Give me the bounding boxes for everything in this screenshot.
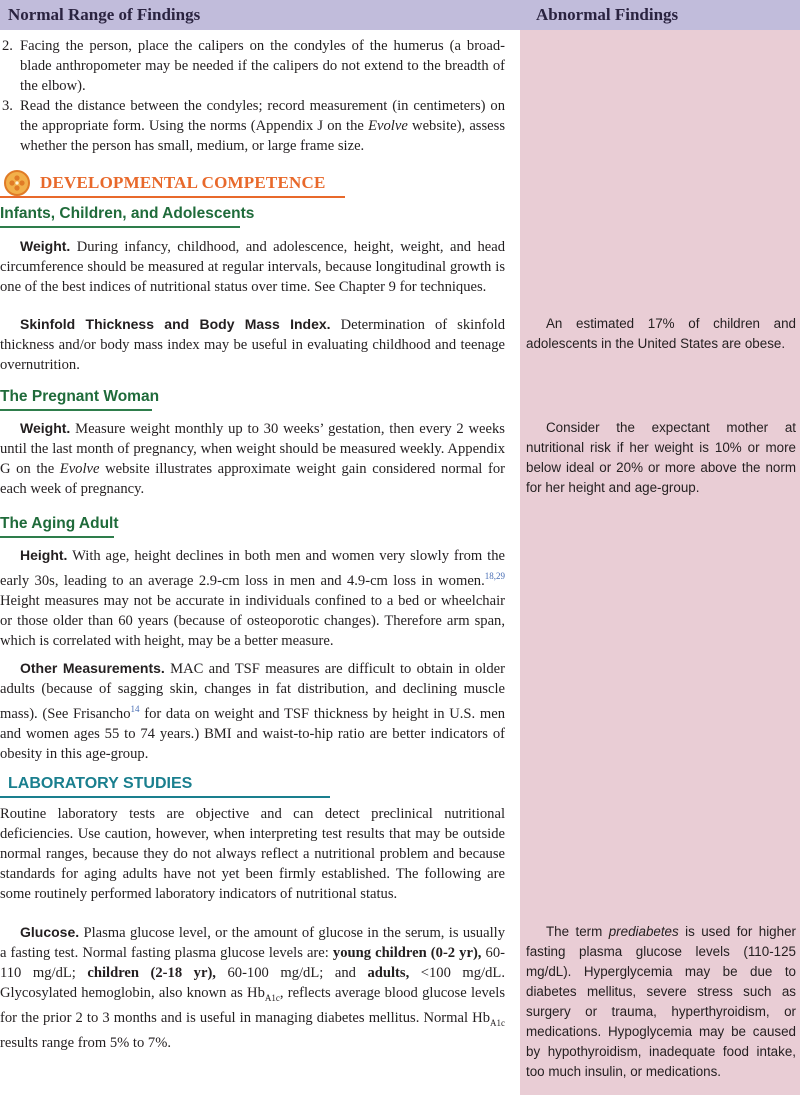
normal-findings-header: Normal Range of Findings — [8, 5, 201, 24]
infants-weight-para: Weight. During infancy, childhood, and adolescence, height, weight, and head circumference should be measured at regular intervals, because longitudinal growth is one of the best indices of nutritional status over time. See Chapter 9 for techniques. — [0, 238, 505, 295]
laboratory-heading: LABORATORY STUDIES — [8, 775, 193, 792]
lab-heading-underline — [0, 796, 330, 798]
infants-underline — [0, 226, 240, 228]
dev-heading-underline — [0, 196, 345, 198]
aging-height-para: Height. With age, height declines in both men and women very slowly from the early 30s, leading to an average 2.9-cm loss in men and 4.9-cm loss in women.$^{18,29}$ Height measures may not be accurate in individuals confined to a bed or wheelchair or those older than 60 years (because of osteoporotic changes). Therefore arm span, which is correlated with height, may be a better measure. — [0, 547, 505, 649]
infants-skinfold-para: Skinfold Thickness and Body Mass Index. Determination of skinfold thickness and/or body mass index may be useful in evaluating childhood and teenage overnutrition. — [0, 316, 505, 373]
pregnant-abnormal-note: Consider the expectant mother at nutritional risk if her weight is 10% or more below ideal or 20% or more above the norm for her height and age-group. — [526, 420, 796, 495]
infants-heading: Infants, Children, and Adolescents — [0, 205, 255, 222]
step-2: 2. Facing the person, place the calipers on the condyles of the humerus (a broad-blade anthropometer may be needed if the calipers do not extend to the breadth of the elbow). — [2, 38, 505, 94]
glucose-para: Glucose. Plasma glucose level, or the amount of glucose in the serum, is usually a fasting test. Normal fasting plasma glucose levels are: young children (0-2 yr), 60-110 mg/dL; children (2-18 yr), 60-100 mg/dL; and adults, <100 mg/dL. Glycosylated hemoglobin, also known as $Hb_{A1c}$, reflects average blood glucose levels for the prior 2 to 3 months and is useful in managing diabetes mellitus. Normal $Hb_{A1c}$ results range from 5% to 7%. — [0, 924, 505, 1051]
pregnant-weight-para: Weight. Measure weight monthly up to 30 weeks’ gestation, then every 2 weeks until the last month of pregnancy, when weight should be measured weekly. Appendix G on the Evolve website illustrates approximate weight gain considered normal for each week of pregnancy. — [0, 420, 505, 497]
aging-underline — [0, 536, 114, 538]
column-header-bar — [0, 0, 800, 30]
frame-size-steps — [0, 36, 505, 156]
step-3: 3. Read the distance between the condyles; record measurement (in centimeters) on the appropriate form. Using the norms (Appendix J on the Evolve website), assess whether the person has small, medium, or large frame size. — [2, 98, 505, 154]
lab-intro-para: Routine laboratory tests are objective and can detect preclinical nutritional deficiencies. Use caution, however, when interpreting test results that may be outside normal ranges, because they do not always reflect a nutritional problem and because standards for aging adults have not yet been firmly established. The following are some routinely performed laboratory indicators of nutritional status. — [0, 806, 505, 902]
aging-heading: The Aging Adult — [0, 515, 119, 532]
diamond-emblem-icon — [4, 170, 30, 196]
pregnant-heading: The Pregnant Woman — [0, 388, 160, 405]
pregnant-underline — [0, 409, 152, 411]
infants-abnormal-note: An estimated 17% of children and adolescents in the United States are obese. — [526, 316, 796, 351]
aging-other-para: Other Measurements. MAC and TSF measures are difficult to obtain in older adults (because of sagging skin, changes in fat distribution, and declining muscle mass). (See Frisancho$^{14}$ for data on weight and TSF thickness by height in U.S. men and women ages 55 to 74 years.) BMI and waist-to-hip ratio are better indicators of obesity in this age-group. — [0, 660, 505, 762]
abnormal-findings-header: Abnormal Findings — [536, 5, 679, 24]
glucose-abnormal-note: The term prediabetes is used for higher fasting plasma glucose levels (110-125 mg/dL). Hyperglycemia may be due to diabetes mellitus, severe stress such as surgery or trauma, hyperthyroidism, or medications. Hypoglycemia may be caused by hypothyroidism, inadequate food intake, too much insulin, or medications. — [526, 924, 796, 1079]
developmental-competence-heading: DEVELOPMENTAL COMPETENCE — [4, 170, 325, 196]
